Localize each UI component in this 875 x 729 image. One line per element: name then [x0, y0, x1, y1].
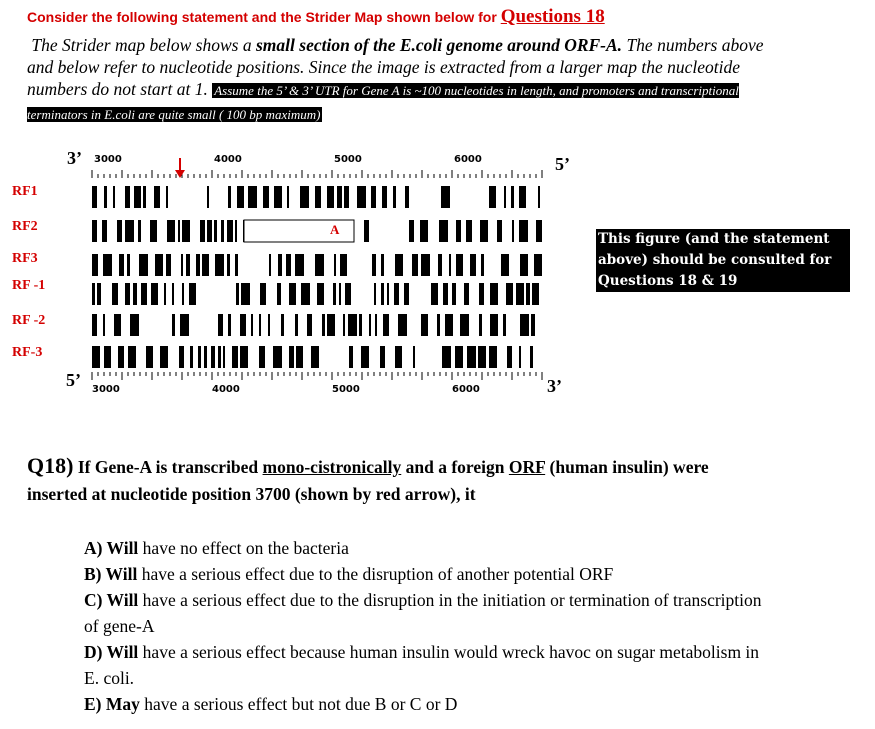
- stop-codon-block: [260, 283, 266, 305]
- stop-codon-block: [204, 346, 207, 368]
- top-left-end: 3’: [67, 148, 82, 168]
- stop-codon-block: [534, 254, 542, 276]
- stop-codon-block: [103, 314, 105, 336]
- stop-codon-block: [381, 283, 384, 305]
- stop-codon-block: [375, 314, 377, 336]
- stop-codon-block: [479, 283, 484, 305]
- stop-codon-block: [190, 346, 193, 368]
- question-number: Q18): [27, 453, 74, 478]
- stop-codon-block: [520, 314, 529, 336]
- questions-link[interactable]: Questions 18: [500, 6, 605, 27]
- stop-codon-block: [489, 346, 497, 368]
- intro-text-1: The Strider map below shows a: [31, 35, 252, 55]
- stop-codon-block: [182, 283, 184, 305]
- stop-codon-block: [381, 254, 384, 276]
- stop-codon-block: [413, 346, 415, 368]
- frame-label-rf2: RF2: [12, 219, 38, 234]
- option-d-text: have a serious effect because human insulin would wreck havoc on sugar metabolism in E. coli.: [84, 642, 760, 688]
- stop-codon-block: [361, 346, 369, 368]
- option-b-text: have a serious effect due to the disruption of another potential ORF: [141, 564, 614, 584]
- stop-codon-block: [259, 346, 265, 368]
- stop-codon-block: [268, 314, 270, 336]
- stop-codon-block: [117, 220, 122, 242]
- stop-codon-block: [228, 186, 231, 208]
- stop-codon-block: [449, 254, 451, 276]
- stop-codon-block: [431, 283, 438, 305]
- intro-paragraph: [27, 34, 787, 126]
- stop-codon-block: [456, 220, 461, 242]
- stop-codon-block: [531, 314, 535, 336]
- stop-codon-block: [395, 346, 402, 368]
- top-tick-3000: 3000: [94, 154, 122, 165]
- stop-codon-block: [92, 346, 100, 368]
- stop-codon-block: [343, 314, 345, 336]
- stop-codon-block: [92, 314, 97, 336]
- stop-codon-block: [478, 346, 486, 368]
- stop-codon-block: [421, 254, 430, 276]
- stop-codon-block: [166, 186, 168, 208]
- stop-codon-block: [221, 220, 224, 242]
- question-text-c: (human insulin) were inserted at nucleotide position 3700 (shown by red arrow), it: [27, 457, 709, 504]
- stop-codon-block: [118, 346, 124, 368]
- stop-codon-block: [452, 283, 456, 305]
- consult-note: This figure (and the statement above) should be consulted for Questions 18 & 19: [596, 229, 850, 292]
- stop-codon-block: [456, 254, 463, 276]
- stop-codon-block: [182, 220, 190, 242]
- stop-codon-block: [421, 314, 428, 336]
- stop-codon-block: [315, 186, 321, 208]
- stop-codon-block: [339, 283, 341, 305]
- stop-codon-block: [439, 220, 448, 242]
- question-underline-1: mono-cistronically: [262, 457, 402, 477]
- stop-codon-block: [394, 283, 399, 305]
- stop-codon-block: [480, 220, 488, 242]
- option-b-key: B) Will: [84, 564, 138, 584]
- stop-codon-block: [516, 283, 524, 305]
- stop-codon-block: [114, 314, 121, 336]
- stop-codon-block: [104, 186, 107, 208]
- bottom-left-end: 5’: [66, 370, 81, 390]
- option-e[interactable]: [84, 691, 774, 717]
- option-c-text: have a serious effect due to the disruption in the initiation or termination of transcription of gene-A: [84, 590, 762, 636]
- strider-map: [62, 140, 582, 420]
- stop-codon-block: [235, 220, 237, 242]
- top-right-end: 5’: [555, 154, 570, 174]
- stop-codon-block: [455, 346, 463, 368]
- stop-codon-block: [196, 254, 200, 276]
- stop-codon-block: [259, 314, 261, 336]
- stop-codon-block: [103, 254, 112, 276]
- stop-codon-block: [372, 254, 376, 276]
- stop-codon-block: [113, 186, 115, 208]
- stop-codon-block: [340, 254, 347, 276]
- bottom-tick-5000: 5000: [332, 384, 360, 395]
- bottom-right-end: 3’: [547, 376, 562, 396]
- stop-codon-block: [445, 314, 453, 336]
- stop-codon-block: [151, 283, 158, 305]
- stop-codon-block: [211, 346, 215, 368]
- answer-options: [84, 535, 774, 717]
- stop-codon-block: [198, 346, 201, 368]
- stop-codon-block: [166, 254, 171, 276]
- stop-codon-block: [501, 254, 509, 276]
- stop-codon-block: [251, 314, 253, 336]
- option-e-key: E) May: [84, 694, 140, 714]
- stop-codon-block: [519, 220, 528, 242]
- stop-codon-block: [380, 346, 385, 368]
- frame-label-rf1: RF1: [12, 184, 38, 199]
- stop-codon-block: [186, 254, 190, 276]
- stop-codon-block: [295, 254, 304, 276]
- stop-codon-block: [127, 254, 130, 276]
- stop-codon-block: [296, 346, 303, 368]
- option-d-key: D) Will: [84, 642, 139, 662]
- stop-codon-block: [420, 220, 428, 242]
- stop-codon-block: [154, 186, 160, 208]
- stop-codon-block: [344, 186, 349, 208]
- stop-codon-block: [207, 186, 209, 208]
- stop-codon-block: [441, 186, 450, 208]
- stop-codon-block: [317, 283, 324, 305]
- header-line: [27, 6, 605, 28]
- stop-codon-block: [235, 254, 238, 276]
- stop-codon-block: [241, 283, 250, 305]
- stop-codon-block: [228, 314, 231, 336]
- stop-codon-block: [497, 220, 502, 242]
- stop-codon-block: [179, 346, 184, 368]
- stop-codon-block: [143, 186, 146, 208]
- option-c-key: C) Will: [84, 590, 139, 610]
- stop-codon-block: [506, 283, 513, 305]
- stop-codon-block: [112, 283, 118, 305]
- stop-codon-block: [119, 254, 124, 276]
- question-underline-2: ORF: [508, 457, 546, 477]
- option-d[interactable]: [84, 639, 774, 691]
- stop-codon-block: [214, 220, 217, 242]
- stop-codon-block: [489, 186, 496, 208]
- stop-codon-block: [207, 220, 212, 242]
- stop-codon-block: [281, 314, 284, 336]
- stop-codon-block: [349, 346, 353, 368]
- stop-codon-block: [92, 283, 95, 305]
- question-text-b: and a foreign: [405, 457, 505, 477]
- stop-codon-block: [134, 186, 141, 208]
- stop-codon-block: [92, 186, 97, 208]
- stop-codon-block: [200, 220, 205, 242]
- stop-codon-block: [289, 346, 294, 368]
- stop-codon-block: [327, 186, 334, 208]
- stop-codon-block: [460, 314, 469, 336]
- stop-codon-block: [530, 346, 533, 368]
- stop-codon-block: [125, 220, 134, 242]
- stop-codon-block: [278, 254, 282, 276]
- option-c[interactable]: [84, 587, 774, 639]
- stop-codon-block: [240, 346, 248, 368]
- top-tick-5000: 5000: [334, 154, 362, 165]
- stop-codon-block: [507, 346, 512, 368]
- stop-codon-block: [364, 220, 369, 242]
- stop-codon-block: [172, 283, 174, 305]
- stop-codon-block: [307, 314, 312, 336]
- stop-codon-block: [130, 314, 139, 336]
- option-a-key: A) Will: [84, 538, 139, 558]
- stop-codon-block: [189, 283, 196, 305]
- option-a-text: have no effect on the bacteria: [142, 538, 349, 558]
- stop-codon-block: [172, 314, 175, 336]
- stop-codon-block: [160, 346, 168, 368]
- frame-label-rf-3: RF-3: [12, 345, 43, 360]
- stop-codon-block: [369, 314, 371, 336]
- frame-row: [92, 254, 542, 276]
- stop-codon-block: [155, 254, 163, 276]
- stop-codon-block: [536, 220, 542, 242]
- stop-codon-block: [359, 314, 362, 336]
- bottom-tick-3000: 3000: [92, 384, 120, 395]
- stop-codon-block: [146, 346, 153, 368]
- intro-bold: small section of the E.coli genome around ORF-A.: [255, 35, 623, 55]
- stop-codon-block: [383, 314, 389, 336]
- stop-codon-block: [295, 314, 298, 336]
- stop-codon-block: [240, 314, 246, 336]
- stop-codon-block: [443, 283, 448, 305]
- stop-codon-block: [345, 283, 351, 305]
- stop-codon-block: [133, 283, 137, 305]
- stop-codon-block: [263, 186, 269, 208]
- option-e-text: have a serious effect but not due B or C or D: [144, 694, 458, 714]
- stop-codon-block: [248, 186, 257, 208]
- option-a[interactable]: [84, 535, 774, 561]
- stop-codon-block: [409, 220, 414, 242]
- stop-codon-block: [333, 283, 336, 305]
- stop-codon-block: [520, 254, 528, 276]
- frame-label-rf-2: RF -2: [12, 313, 46, 328]
- top-tick-4000: 4000: [214, 154, 242, 165]
- stop-codon-block: [503, 314, 506, 336]
- stop-codon-block: [511, 186, 514, 208]
- stop-codon-block: [438, 254, 442, 276]
- stop-codon-block: [437, 314, 440, 336]
- stop-codon-block: [180, 314, 189, 336]
- stop-codon-block: [92, 254, 98, 276]
- stop-codon-block: [232, 346, 238, 368]
- stop-codon-block: [202, 254, 209, 276]
- stop-codon-block: [141, 283, 147, 305]
- stop-codon-block: [181, 254, 183, 276]
- stop-codon-block: [371, 186, 376, 208]
- stop-codon-block: [387, 283, 389, 305]
- stop-codon-block: [273, 346, 282, 368]
- stop-codon-block: [300, 186, 309, 208]
- stop-codon-block: [526, 283, 530, 305]
- question-18: [27, 452, 767, 508]
- stop-codon-block: [125, 283, 130, 305]
- stop-codon-block: [218, 346, 221, 368]
- stop-codon-block: [311, 346, 319, 368]
- stop-codon-block: [412, 254, 418, 276]
- stop-codon-block: [538, 186, 540, 208]
- stop-codon-block: [150, 220, 157, 242]
- stop-codon-block: [519, 346, 521, 368]
- stop-codon-block: [470, 254, 476, 276]
- stop-codon-block: [104, 346, 111, 368]
- stop-codon-block: [286, 254, 291, 276]
- stop-codon-block: [374, 283, 376, 305]
- stop-codon-block: [334, 254, 336, 276]
- stop-codon-block: [467, 346, 476, 368]
- top-tick-6000: 6000: [454, 154, 482, 165]
- stop-codon-block: [442, 346, 451, 368]
- stop-codon-block: [236, 283, 239, 305]
- intro-black-text: Assume the 5’ & 3’ UTR for Gene A is ~100 nucleotides in length, and promoters and transcriptional terminators in E.coli are quite small ( 100 bp maximum): [27, 83, 739, 122]
- stop-codon-block: [348, 314, 357, 336]
- gene-a-label: A: [330, 222, 340, 237]
- stop-codon-block: [405, 186, 409, 208]
- stop-codon-block: [479, 314, 482, 336]
- stop-codon-block: [218, 314, 223, 336]
- stop-codon-block: [315, 254, 324, 276]
- stop-codon-block: [223, 346, 225, 368]
- stop-codon-block: [167, 220, 175, 242]
- stop-codon-block: [464, 283, 469, 305]
- stop-codon-block: [178, 220, 180, 242]
- bottom-tick-4000: 4000: [212, 384, 240, 395]
- stop-codon-block: [382, 186, 387, 208]
- stop-codon-block: [138, 220, 141, 242]
- stop-codon-block: [237, 186, 244, 208]
- stop-codon-block: [404, 283, 409, 305]
- stop-codon-block: [274, 186, 282, 208]
- bottom-tick-6000: 6000: [452, 384, 480, 395]
- header-lead: Consider the following statement and the Strider Map shown below for: [27, 9, 497, 25]
- stop-codon-block: [393, 186, 396, 208]
- stop-codon-block: [512, 220, 514, 242]
- stop-codon-block: [322, 314, 325, 336]
- stop-codon-block: [504, 186, 506, 208]
- stop-codon-block: [269, 254, 271, 276]
- stop-codon-block: [490, 283, 498, 305]
- stop-codon-block: [139, 254, 148, 276]
- intro-text-2: The numbers above and below refer to nucleotide positions. Since the image is extracted from a larger map the nucleotide numbers do not start at 1.: [27, 35, 764, 99]
- frame-label-rf-1: RF -1: [12, 278, 46, 293]
- frame-label-rf3: RF3: [12, 251, 38, 266]
- stop-codon-block: [301, 283, 310, 305]
- stop-codon-block: [395, 254, 403, 276]
- stop-codon-block: [289, 283, 296, 305]
- stop-codon-block: [357, 186, 366, 208]
- stop-codon-block: [490, 314, 498, 336]
- stop-codon-block: [92, 220, 97, 242]
- stop-codon-block: [466, 220, 472, 242]
- stop-codon-block: [327, 314, 335, 336]
- stop-codon-block: [277, 283, 281, 305]
- stop-codon-block: [164, 283, 166, 305]
- stop-codon-block: [125, 186, 130, 208]
- option-b[interactable]: [84, 561, 774, 587]
- stop-codon-block: [128, 346, 136, 368]
- stop-codon-block: [398, 314, 407, 336]
- stop-codon-block: [97, 283, 101, 305]
- stop-codon-block: [287, 186, 289, 208]
- stop-codon-block: [337, 186, 342, 208]
- stop-codon-block: [519, 186, 526, 208]
- stop-codon-block: [532, 283, 539, 305]
- stop-codon-block: [227, 220, 233, 242]
- stop-codon-block: [227, 254, 230, 276]
- question-text-a: If Gene-A is transcribed: [77, 457, 259, 477]
- stop-codon-block: [215, 254, 224, 276]
- stop-codon-block: [102, 220, 107, 242]
- stop-codon-block: [481, 254, 484, 276]
